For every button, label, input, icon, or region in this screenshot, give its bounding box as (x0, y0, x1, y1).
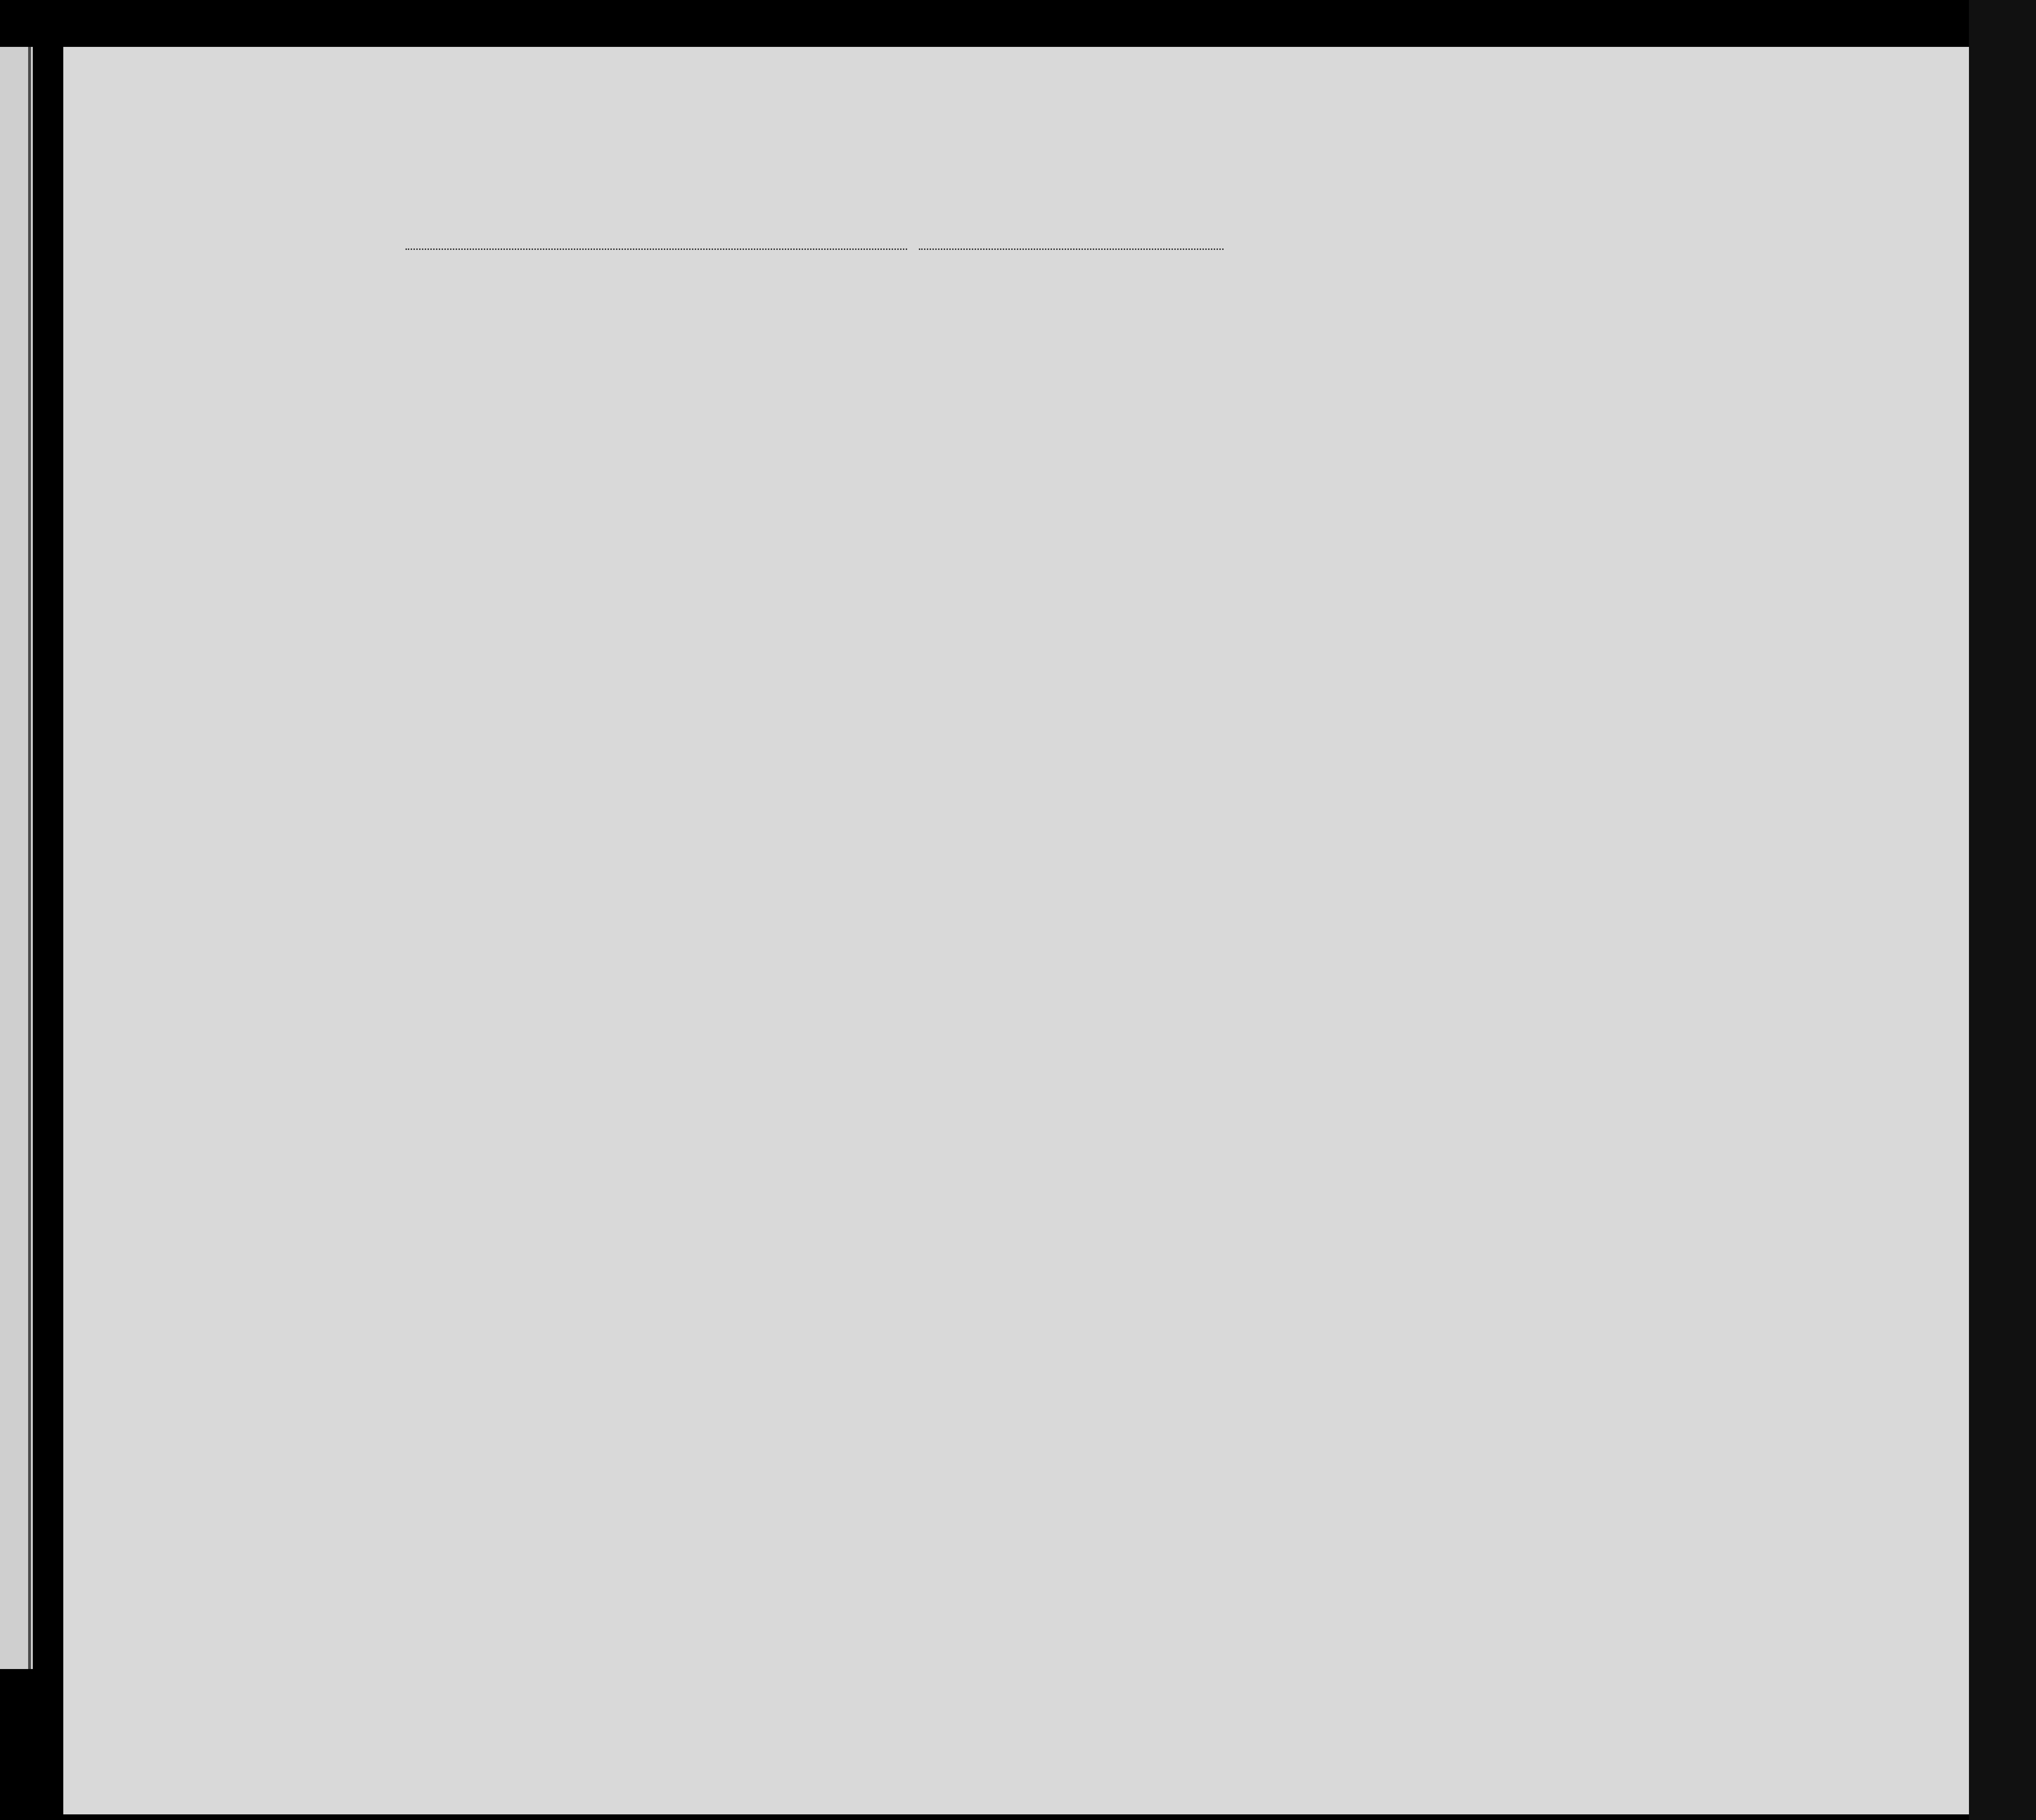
header-money (765, 309, 794, 427)
header-return (1176, 321, 1216, 429)
header-anarchist (1376, 312, 1404, 429)
header-citizen (1287, 321, 1308, 429)
header-question-28 (1405, 312, 1452, 429)
header-length-of-stay (1219, 321, 1259, 429)
header-question-29 (1453, 312, 1486, 429)
header-prison (1316, 312, 1345, 429)
header-feet (1651, 391, 1670, 427)
header-ticket (642, 309, 671, 427)
header-deported (1487, 312, 1529, 429)
header-inches (1671, 384, 1690, 429)
header-polygamist (1346, 312, 1375, 429)
